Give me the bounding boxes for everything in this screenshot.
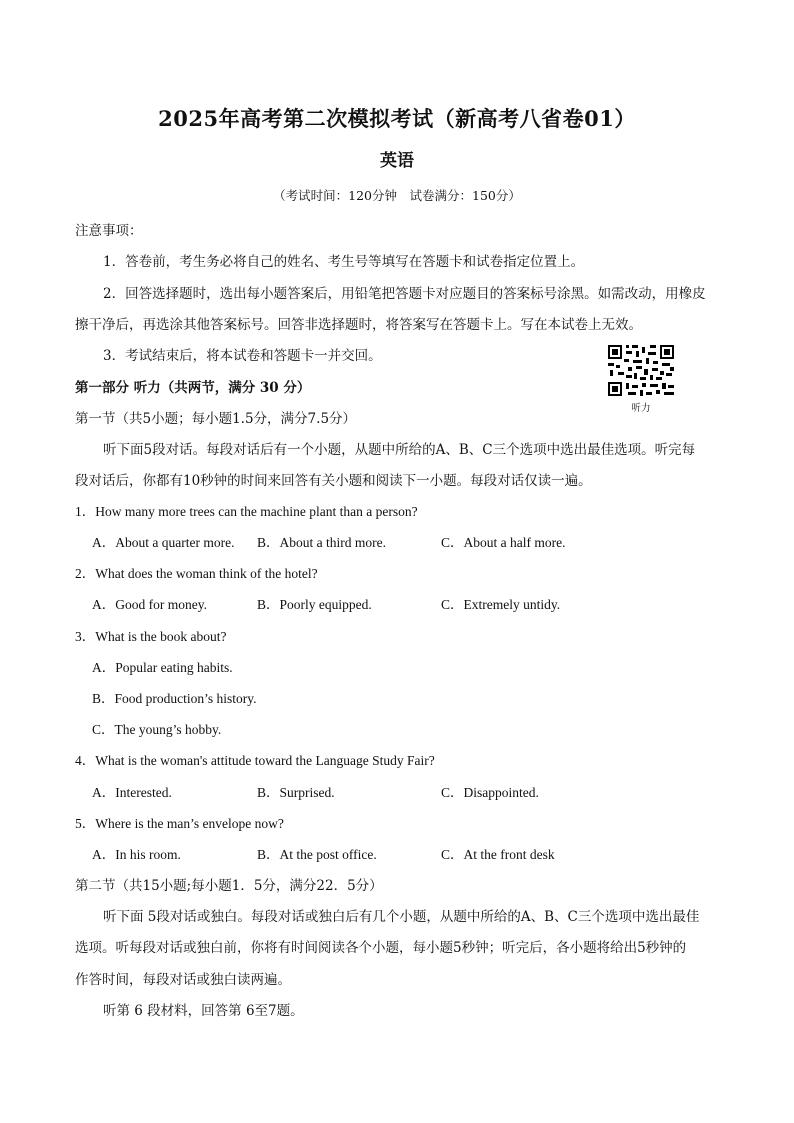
question-2: 2．What does the woman think of the hotel? bbox=[75, 566, 318, 581]
qr-label: 听力 bbox=[631, 403, 651, 414]
exam-meta: （考试时间：120分钟 试卷满分：150分） bbox=[273, 188, 521, 203]
section2-intro-line-3: 作答时间，每段对话或独白读两遍。 bbox=[75, 972, 291, 988]
section1-intro-line-2: 段对话后，你都有10秒钟的时间来回答有关小题和阅读下一小题。每段对话仅读一遍。 bbox=[75, 473, 592, 489]
note-2-line-2: 擦干净后，再选涂其他答案标号。回答非选择题时，将答案写在答题卡上。写在本试卷上无效。 bbox=[75, 317, 642, 333]
q2-option-a: A．Good for money. bbox=[92, 597, 207, 612]
q3-option-a: A．Popular eating habits. bbox=[92, 660, 233, 675]
exam-title: 2025年高考第二次模拟考试（新高考八省卷01） bbox=[158, 106, 636, 131]
section1-heading: 第一节（共5小题；每小题1.5分，满分7.5分） bbox=[75, 411, 357, 427]
question-5: 5．Where is the man’s envelope now? bbox=[75, 816, 284, 831]
notes-heading: 注意事项： bbox=[75, 223, 143, 239]
question-3: 3．What is the book about? bbox=[75, 629, 227, 644]
part1-heading: 第一部分 听力（共两节，满分 30 分） bbox=[75, 380, 311, 396]
q5-option-c: C．At the front desk bbox=[441, 847, 555, 862]
qr-code-icon[interactable] bbox=[606, 343, 676, 398]
q1-option-b: B．About a third more. bbox=[257, 535, 386, 550]
q5-option-a: A．In his room. bbox=[92, 847, 181, 862]
q4-option-b: B．Surprised. bbox=[257, 785, 335, 800]
section1-intro-line-1: 听下面5段对话。每段对话后有一个小题，从题中所给的A、B、C三个选项中选出最佳选项。听完每 bbox=[103, 442, 696, 458]
q4-option-c: C．Disappointed. bbox=[441, 785, 539, 800]
note-1: 1．答卷前，考生务必将自己的姓名、考生号等填写在答题卡和试卷指定位置上。 bbox=[103, 254, 585, 270]
q5-option-b: B．At the post office. bbox=[257, 847, 377, 862]
section2-heading: 第二节（共15小题;每小题1．5分，满分22．5分） bbox=[75, 878, 383, 894]
q4-option-a: A．Interested. bbox=[92, 785, 172, 800]
q1-option-c: C．About a half more. bbox=[441, 535, 566, 550]
question-1: 1．How many more trees can the machine plant than a person? bbox=[75, 504, 418, 519]
q1-option-a: A．About a quarter more. bbox=[92, 535, 235, 550]
note-2-line-1: 2．回答选择题时，选出每小题答案后，用铅笔把答题卡对应题目的答案标号涂黑。如需改动，用橡皮 bbox=[103, 286, 706, 302]
section2-intro-line-1: 听下面 5段对话或独白。每段对话或独白后有几个小题，从题中所给的A、B、C三个选项中选出最佳 bbox=[103, 909, 700, 925]
section2-intro-line-2: 选项。听每段对话或独白前，你将有时间阅读各个小题，每小题5秒钟；听完后，各小题将给出5秒钟的 bbox=[75, 940, 687, 956]
question-4: 4．What is the woman's attitude toward the Language Study Fair? bbox=[75, 753, 435, 768]
q2-option-c: C．Extremely untidy. bbox=[441, 597, 561, 612]
subject-title: 英语 bbox=[380, 151, 414, 171]
note-3: 3．考试结束后，将本试卷和答题卡一并交回。 bbox=[103, 348, 382, 364]
section2-instruction: 听第 6 段材料，回答第 6至7题。 bbox=[103, 1003, 304, 1019]
q3-option-b: B．Food production’s history. bbox=[92, 691, 257, 706]
q2-option-b: B．Poorly equipped. bbox=[257, 597, 372, 612]
q3-option-c: C．The young’s hobby. bbox=[92, 722, 222, 737]
